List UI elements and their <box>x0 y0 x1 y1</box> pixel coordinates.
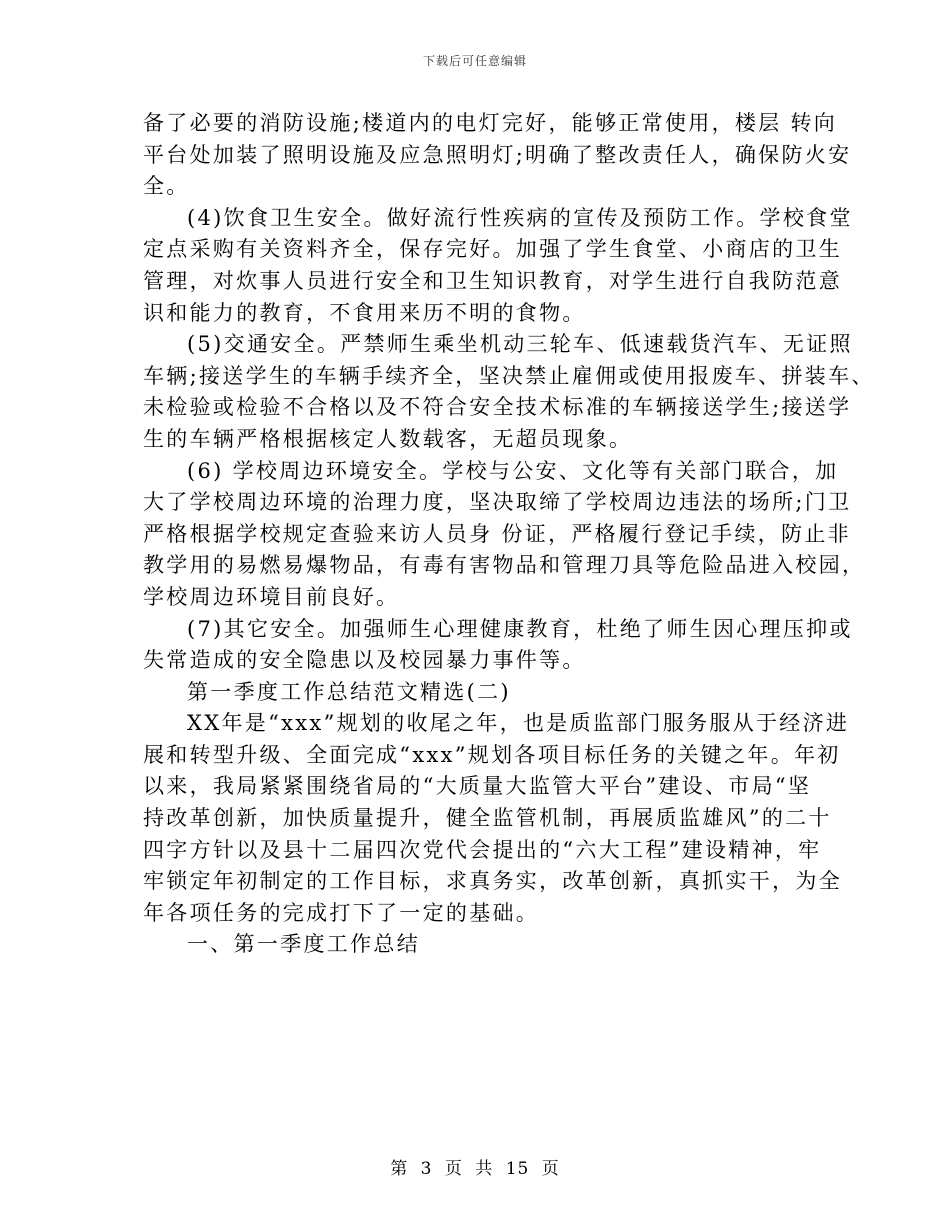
text-line: 学校周边环境目前良好。 <box>143 584 400 609</box>
text-line: 失常造成的安全隐患以及校园暴力事件等。 <box>143 648 586 673</box>
page-number: 第 3 页 共 15 页 <box>390 1159 560 1179</box>
text-line: 全。 <box>143 174 190 199</box>
page-header: 下载后可任意编辑 <box>422 54 527 68</box>
text-line: (6) 学校周边环境安全。学校与公安、文化等有关部门联合，加 <box>187 458 839 483</box>
text-line: (7)其它安全。加强师生心理健康教育，杜绝了师生因心理压抑或 <box>187 616 853 641</box>
text-line: 持改革创新，加快质量提升，健全监管机制，再展质监雄风”的二十 <box>143 806 832 831</box>
section-heading: 一、第一季度工作总结 <box>187 932 420 957</box>
section-heading: 第一季度工作总结范文精选(二) <box>187 679 511 704</box>
text-line: 展和转型升级、全面完成“xxx”规划各项目标任务的关键之年。年初 <box>143 742 841 767</box>
text-line: 牢锁定年初制定的工作目标，求真务实，改革创新，真抓实干，为全 <box>143 869 842 894</box>
text-line: 识和能力的教育，不食用来历不明的食物。 <box>143 300 586 325</box>
document-body <box>143 108 875 961</box>
text-line: 以来，我局紧紧围绕省局的“大质量大监管大平台”建设、市局“坚 <box>143 774 812 799</box>
text-line: XX年是“xxx”规划的收尾之年，也是质监部门服务服从于经济进 <box>187 711 850 736</box>
text-line: 平台处加装了照明设施及应急照明灯;明确了整改责任人，确保防火安 <box>143 142 852 167</box>
text-line: 四字方针以及县十二届四次党代会提出的“六大工程”建设精神，牢 <box>143 837 822 862</box>
text-line: 未检验或检验不合格以及不符合安全技术标准的车辆接送学生;接送学 <box>143 395 852 420</box>
text-line: 大了学校周边环境的治理力度，坚决取缔了学校周边违法的场所;门卫 <box>143 490 852 515</box>
text-line: 管理，对炊事人员进行安全和卫生知识教育，对学生进行自我防范意 <box>143 268 842 293</box>
text-line: 生的车辆严格根据核定人数载客，无超员现象。 <box>143 426 633 451</box>
text-line: 定点采购有关资料齐全，保存完好。加强了学生食堂、小商店的卫生 <box>143 237 842 262</box>
text-line: 教学用的易燃易爆物品，有毒有害物品和管理刀具等危险品进入校园， <box>143 553 866 578</box>
text-line: 车辆;接送学生的车辆手续齐全，坚决禁止雇佣或使用报废车、拼装车、 <box>143 363 875 388</box>
text-line: (5)交通安全。严禁师生乘坐机动三轮车、低速载货汽车、无证照 <box>187 332 853 357</box>
text-line: 年各项任务的完成打下了一定的基础。 <box>143 900 540 925</box>
text-line: 严格根据学校规定查验来访人员身 份证，严格履行登记手续，防止非 <box>143 521 851 546</box>
text-line: 备了必要的消防设施;楼道内的电灯完好，能够正常使用，楼层 转向 <box>143 111 838 135</box>
text-line: (4)饮食卫生安全。做好流行性疾病的宣传及预防工作。学校食堂 <box>187 205 853 230</box>
